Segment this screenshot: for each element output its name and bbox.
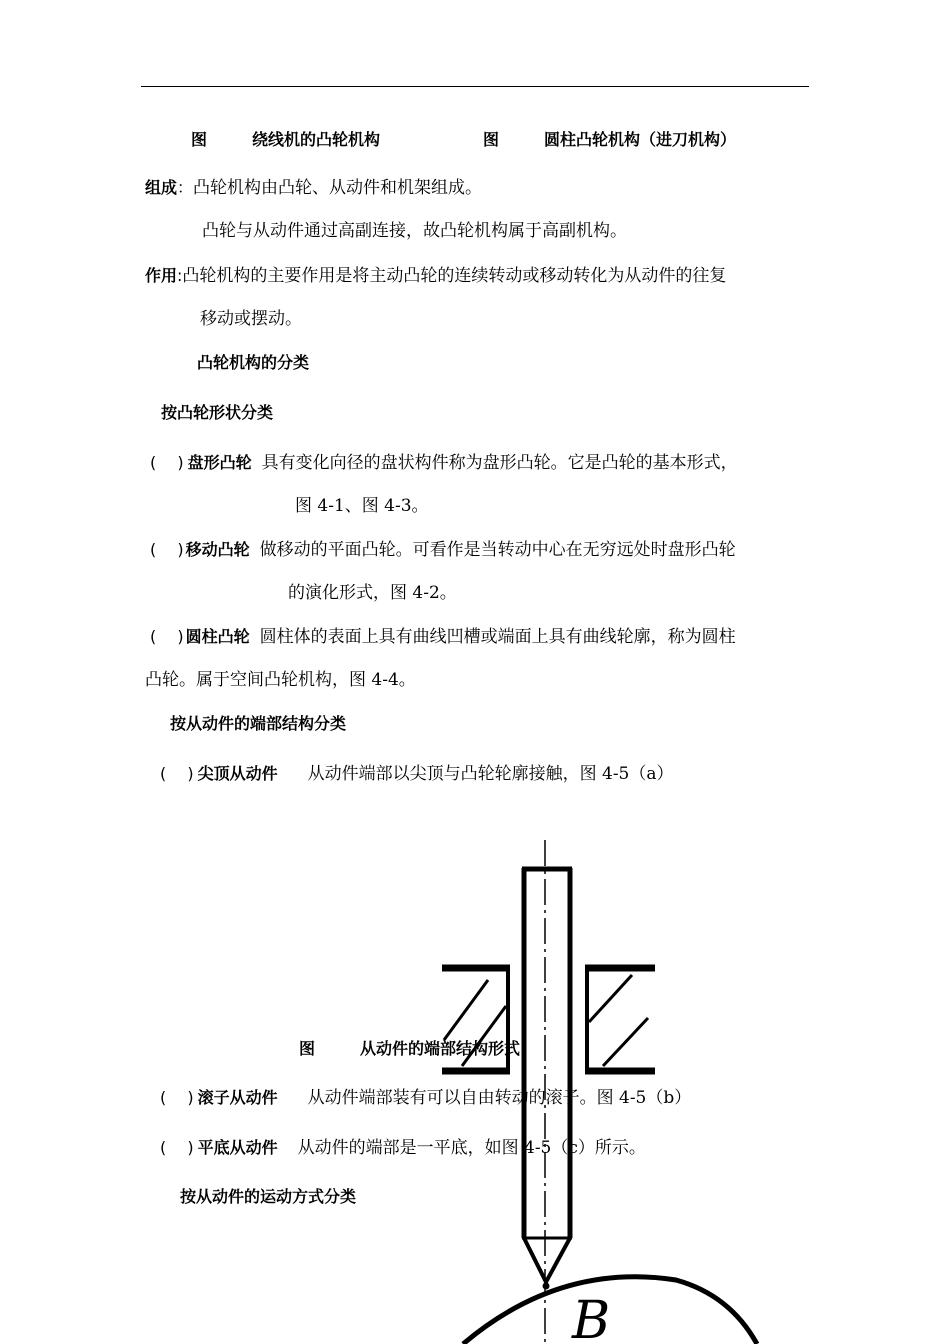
by-follower-end-heading: 按从动件的端部结构分类 [170,714,347,733]
point-b-label: B [572,1291,611,1344]
right-guide [585,968,655,1071]
contact-point [543,1283,550,1290]
follower-item-name: 尖顶从动件 [197,764,278,783]
by-shape-heading: 按凸轮形状分类 [161,403,274,422]
follower-item-text: 从动件的端部是一平底，如图 4-5（c）所示。 [297,1138,646,1158]
shape-item-paren: ( ) [150,453,184,472]
figure-caption-label: 图 [299,1039,316,1058]
shape-item-text: 圆柱体的表面上具有曲线凹槽或端面上具有曲线轮廓，称为圆柱 [259,627,736,647]
by-follower-motion-heading: 按从动件的运动方式分类 [180,1187,357,1206]
function-text1: 凸轮机构的主要作用是将主动凸轮的连续转动或移动转化为从动件的往复 [182,266,727,286]
function-text2: 移动或摆动。 [200,309,302,329]
fig1-title: 绕线机的凸轮机构 [252,130,381,149]
follower-item-roller [160,1086,691,1110]
composition-label: 组成 [145,178,178,197]
follower-item-name: 滚子从动件 [197,1088,278,1107]
follower-item-flat [160,1136,646,1160]
composition-text1: 凸轮机构由凸轮、从动件和机架组成。 [193,178,483,198]
follower-item-text: 从动件端部以尖顶与凸轮轮廓接触，图 4-5（a） [307,764,674,784]
figure-caption-title: 从动件的端部结构形式 [360,1039,521,1058]
shape-item-paren: ( ) [150,540,184,559]
follower-item-paren: ( ) [160,764,194,783]
shape-item-text: 做移动的平面凸轮。可看作是当转动中心在无穷远处时盘形凸轮 [259,540,736,560]
composition-colon: ： [177,178,194,197]
classification-heading: 凸轮机构的分类 [197,353,310,372]
knife-tip [524,1238,570,1282]
shape-item-text2: 图 4-1、图 4-3。 [295,496,429,516]
function-label: 作用 [145,266,178,285]
fig2-title: 圆柱凸轮机构（进刀机构） [544,130,737,149]
fig1-label: 图 [191,130,208,149]
shape-item-text2: 的演化形式，图 4-2。 [288,583,457,603]
function-colon: : [177,266,183,285]
follower-item-paren: ( ) [160,1088,194,1107]
shape-item-text2: 凸轮。属于空间凸轮机构，图 4-4。 [145,670,416,690]
follower-item-text: 从动件端部装有可以自由转动的滚子。图 4-5（b） [307,1088,692,1108]
follower-item-paren: ( ) [160,1138,194,1157]
shape-item-name: 圆柱凸轮 [185,627,250,646]
shape-item-name: 移动凸轮 [185,540,250,559]
shape-item-name: 盘形凸轮 [187,453,252,472]
shape-item-text: 具有变化向径的盘状构件称为盘形凸轮。它是凸轮的基本形式， [261,453,738,473]
shape-item-paren: ( ) [150,627,184,646]
follower-item-name: 平底从动件 [197,1138,278,1157]
composition-text2: 凸轮与从动件通过高副连接，故凸轮机构属于高副机构。 [202,221,627,241]
fig2-label: 图 [483,130,500,149]
